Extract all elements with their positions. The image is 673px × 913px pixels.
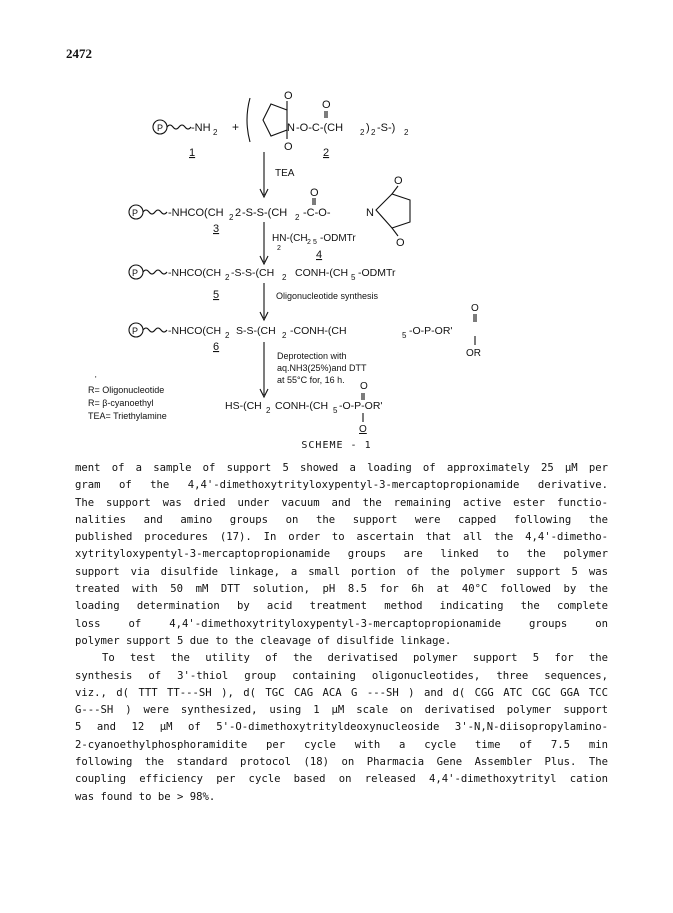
c5-sub-a: 2 — [225, 273, 230, 282]
c5-support-label: P — [132, 268, 139, 278]
c5-sub-c: 5 — [351, 273, 356, 282]
c6-formula-b: S-S-(CH — [236, 325, 276, 337]
c6-sub-b: 2 — [282, 331, 287, 340]
c6-number: 6 — [213, 341, 220, 353]
c4-formula-b: -ODMTr — [320, 233, 356, 244]
text-line: G---SH ) were synthesized, using 1 µM scale on derivatised polymer support — [75, 704, 608, 717]
text-line: To test the utility of the derivatised polymer support 5 for the — [102, 652, 608, 665]
c2-o-top: O — [284, 90, 293, 102]
c1-subscript: 2 — [213, 128, 218, 137]
c3-formula-b: -S-S-(CH — [242, 207, 288, 219]
text-line: viz., d( TTT TT---SH ), d( TGC CAG ACA G ---SH ) and d( CGG ATC CGC GGA TCC — [75, 686, 608, 699]
c4-formula-a: HN-(CH — [272, 233, 308, 244]
c3-formula-a: -NHCO(CH — [168, 207, 224, 219]
c4-h-sub: 2 — [277, 245, 281, 252]
c3-number: 3 — [213, 223, 220, 235]
c3-ring-o-top: O — [394, 175, 403, 187]
c3-sub-b: 2 — [295, 213, 300, 222]
reaction-scheme — [0, 0, 673, 440]
c7-o-top: O — [360, 381, 368, 392]
text-line: support via disulfide linkage, a small portion of the polymer support 5 was — [75, 565, 608, 578]
reagent-oligo-synthesis: Oligonucleotide synthesis — [276, 291, 379, 301]
c3-o-top: O — [310, 187, 319, 199]
c4-sub-b: 5 — [313, 239, 317, 246]
c2-chain-end: ) — [366, 122, 370, 134]
c5-formula-a: -NHCO(CH — [168, 267, 222, 279]
c2-o-bottom: O — [284, 141, 293, 153]
c3-sub-a: 2 — [229, 213, 234, 222]
c3-n: N — [366, 207, 374, 219]
text-line: nalities and amino groups on the support were capped following the — [75, 513, 608, 526]
c7-sub-b: 5 — [333, 406, 338, 415]
c2-number: 2 — [323, 147, 330, 159]
text-line: coupling efficiency per cycle based on released 4,4'-dimethoxytrityl cation — [75, 773, 608, 786]
reagent-tea: TEA — [275, 168, 295, 179]
text-line: synthesis of 3'-thiol group containing oligonucleotides, three sequences, — [75, 669, 608, 682]
reagent-deprotection-2: aq.NH3(25%)and DTT — [277, 363, 367, 373]
text-line: loading determination by acid treatment method indicating the complete — [75, 600, 608, 613]
text-line: published procedures (17). In order to ascertain that all the 4,4'-dimetho- — [75, 531, 608, 544]
c2-paren-open — [247, 98, 250, 142]
c3-formula-c: -C-O- — [303, 207, 331, 219]
c5-formula-c: CONH-(CH — [295, 267, 349, 279]
reagent-deprotection-1: Deprotection with — [277, 351, 347, 361]
c2-chain-tail: -S-) — [377, 122, 396, 134]
c1-support-label: P — [157, 123, 164, 133]
c4-sub-a: 2 — [307, 239, 311, 246]
c2-chain-sub: 2 — [360, 128, 365, 137]
c6-o-top: O — [471, 303, 479, 314]
c5-formula-d: -ODMTr — [358, 267, 396, 279]
c6-sub-c: 5 — [402, 331, 407, 340]
text-line: 2-cyanoethylphosphoramidite per cycle with a cycle time of 7.5 min — [75, 738, 608, 751]
c1-formula: -NH — [191, 122, 211, 134]
c1-number: 1 — [189, 147, 196, 159]
text-line: 5 and 12 µM of 5'-O-dimethoxytrityldeoxynucleoside 3'-N,N-diisopropylamino- — [75, 721, 608, 734]
c6-formula-a: -NHCO(CH — [168, 325, 222, 337]
text-line: The support was dried under vacuum and the remaining active ester functio- — [75, 496, 608, 509]
c2-multiplier: 2 — [404, 128, 409, 137]
c4-number: 4 — [316, 249, 323, 261]
text-line: ment of a sample of support 5 showed a loading of approximately 25 µM per — [75, 462, 608, 474]
legend-tea: TEA= Triethylamine — [88, 411, 167, 421]
c7-formula-b: CONH-(CH — [275, 400, 329, 412]
plus-sign: + — [232, 120, 240, 134]
c6-sub-a: 2 — [225, 331, 230, 340]
c7-formula-c: -O-P-OR' — [339, 400, 383, 412]
c7-formula-a: HS-(CH — [225, 400, 262, 412]
c6-formula-c: -CONH-(CH — [290, 325, 347, 337]
legend-r-cyanoethyl: R= β-cyanoethyl — [88, 398, 154, 408]
c2-succinimide-ring — [263, 104, 287, 136]
text-line: treated with 50 mM DTT solution, pH 8.5 for 6h at 40°C followed by the — [75, 583, 608, 596]
text-line: following the standard protocol (18) on Pharmacia Gene Assembler Plus. The — [75, 756, 608, 769]
text-line: loss of 4,4'-dimethoxytrityloxypentyl-3-mercaptopropionamide groups on — [75, 617, 608, 630]
scheme-caption: SCHEME - 1 — [301, 440, 372, 451]
c2-n: N — [287, 122, 295, 134]
c3-ring-o-bottom: O — [396, 237, 405, 249]
c2-carbonyl-o: O — [322, 99, 331, 111]
page-number: 2472 — [66, 46, 92, 61]
c2-chain: -O-C-(CH — [296, 122, 344, 134]
c6-or: OR — [466, 348, 481, 359]
text-line: gram of the 4,4'-dimethoxytrityloxypentyl-3-mercaptopropionamide derivative. — [75, 479, 608, 492]
c6-support-label: P — [132, 326, 139, 336]
c3-succinimide-ring — [376, 194, 410, 228]
text-line: xytrityloxypentyl-3-mercaptopropionamide groups are linked to the polymer — [75, 548, 608, 561]
c5-formula-b: -S-S-(CH — [231, 267, 275, 279]
c6-formula-d: -O-P-OR' — [409, 325, 453, 337]
reagent-deprotection-3: at 55°C for, 16 h. — [277, 375, 345, 385]
text-line: polymer support 5 due to the cleavage of disulfide linkage. — [75, 634, 452, 647]
c2-chain-sub2: 2 — [371, 128, 376, 137]
c5-number: 5 — [213, 289, 220, 301]
body-text — [75, 460, 608, 806]
c5-sub-b: 2 — [282, 273, 287, 282]
legend-prime: ' — [95, 375, 97, 384]
c3-support-label: P — [132, 208, 139, 218]
c3-paren-sub: 2 — [235, 207, 242, 219]
c7-sub-a: 2 — [266, 406, 271, 415]
c7-o-bottom: O — [359, 424, 367, 435]
c1-wavy-linker — [167, 125, 191, 129]
legend-r-oligo: R= Oligonucleotide — [88, 385, 165, 395]
text-line: was found to be > 98%. — [75, 790, 216, 803]
